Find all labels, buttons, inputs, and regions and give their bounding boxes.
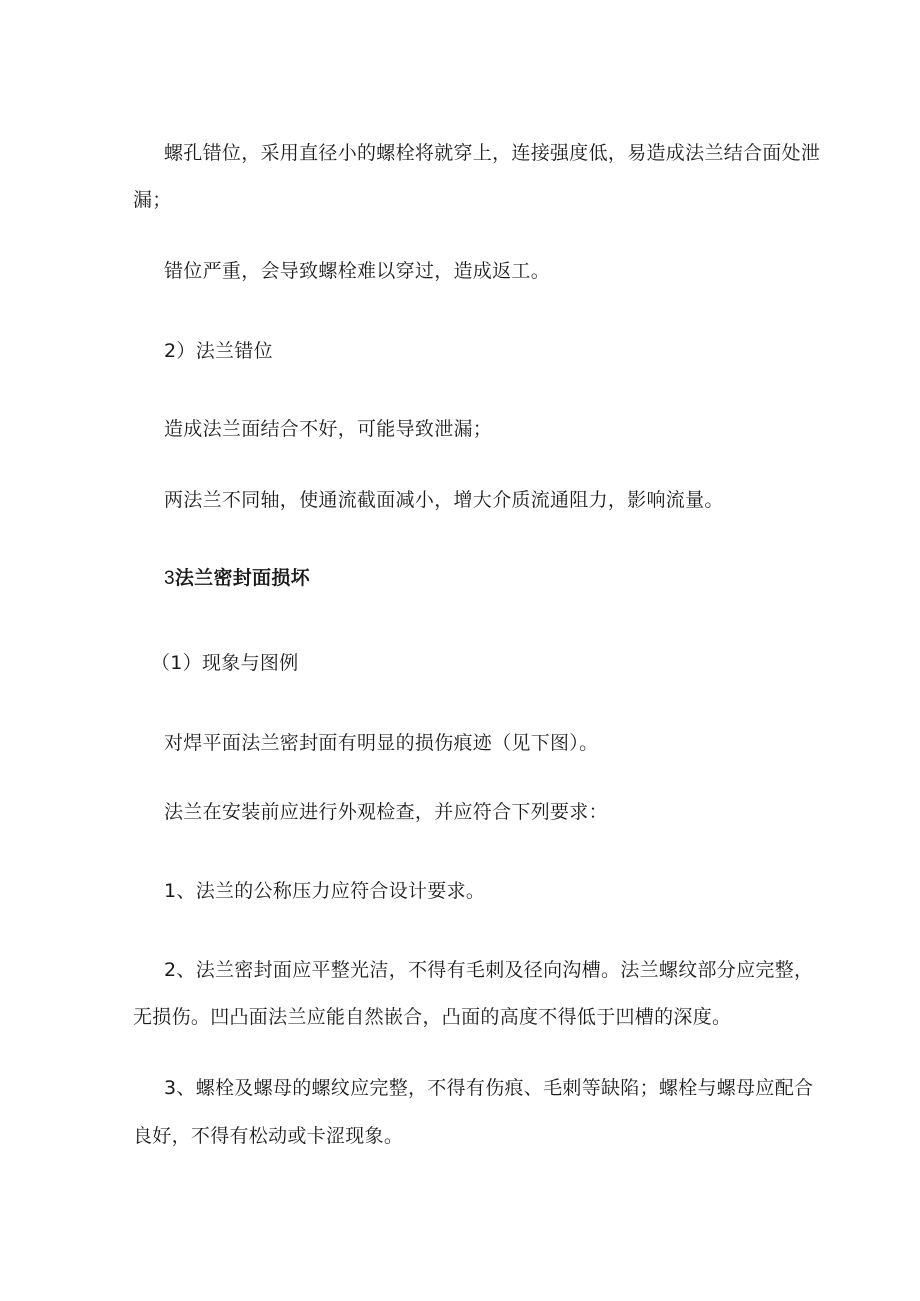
section-heading-sealing-surface-damage bbox=[133, 566, 824, 591]
section-title: 法兰密封面损坏 bbox=[174, 567, 310, 589]
requirement-item-3-line-1: 3、螺栓及螺母的螺纹应完整，不得有伤痕、毛刺等缺陷；螺栓与螺母应配合 bbox=[164, 1077, 814, 1099]
subheading-phenomenon-and-illustration: （1）现象与图例 bbox=[151, 652, 299, 674]
paragraph-poor-flange-joint: 造成法兰面结合不好，可能导致泄漏； bbox=[164, 418, 493, 440]
requirement-item-2-line-2: 无损伤。凹凸面法兰应能自然嵌合，凸面的高度不得低于凹槽的深度。 bbox=[133, 1006, 732, 1028]
section-number: 3 bbox=[164, 568, 175, 589]
paragraph-non-coaxial-flanges: 两法兰不同轴，使通流截面减小，增大介质流通阻力，影响流量。 bbox=[164, 489, 724, 511]
subheading-flange-misalignment: 2）法兰错位 bbox=[164, 340, 273, 362]
paragraph-severe-misalignment: 错位严重，会导致螺栓难以穿过，造成返工。 bbox=[164, 260, 551, 282]
paragraph-bolt-hole-misalignment-line-1: 螺孔错位，采用直径小的螺栓将就穿上，连接强度低，易造成法兰结合面处泄 bbox=[164, 142, 821, 164]
requirement-item-3-line-2: 良好，不得有松动或卡涩现象。 bbox=[133, 1125, 404, 1147]
requirement-item-1: 1、法兰的公称压力应符合设计要求。 bbox=[164, 880, 486, 902]
paragraph-bolt-hole-misalignment-line-2: 漏； bbox=[133, 189, 172, 211]
requirement-item-2-line-1: 2、法兰密封面应平整光洁，不得有毛刺及径向沟槽。法兰螺纹部分应完整， bbox=[164, 959, 814, 981]
paragraph-sealing-surface-damage-trace: 对焊平面法兰密封面有明显的损伤痕迹（见下图）。 bbox=[164, 732, 599, 754]
paragraph-inspection-requirements-intro: 法兰在安装前应进行外观检查，并应符合下列要求： bbox=[164, 801, 608, 823]
